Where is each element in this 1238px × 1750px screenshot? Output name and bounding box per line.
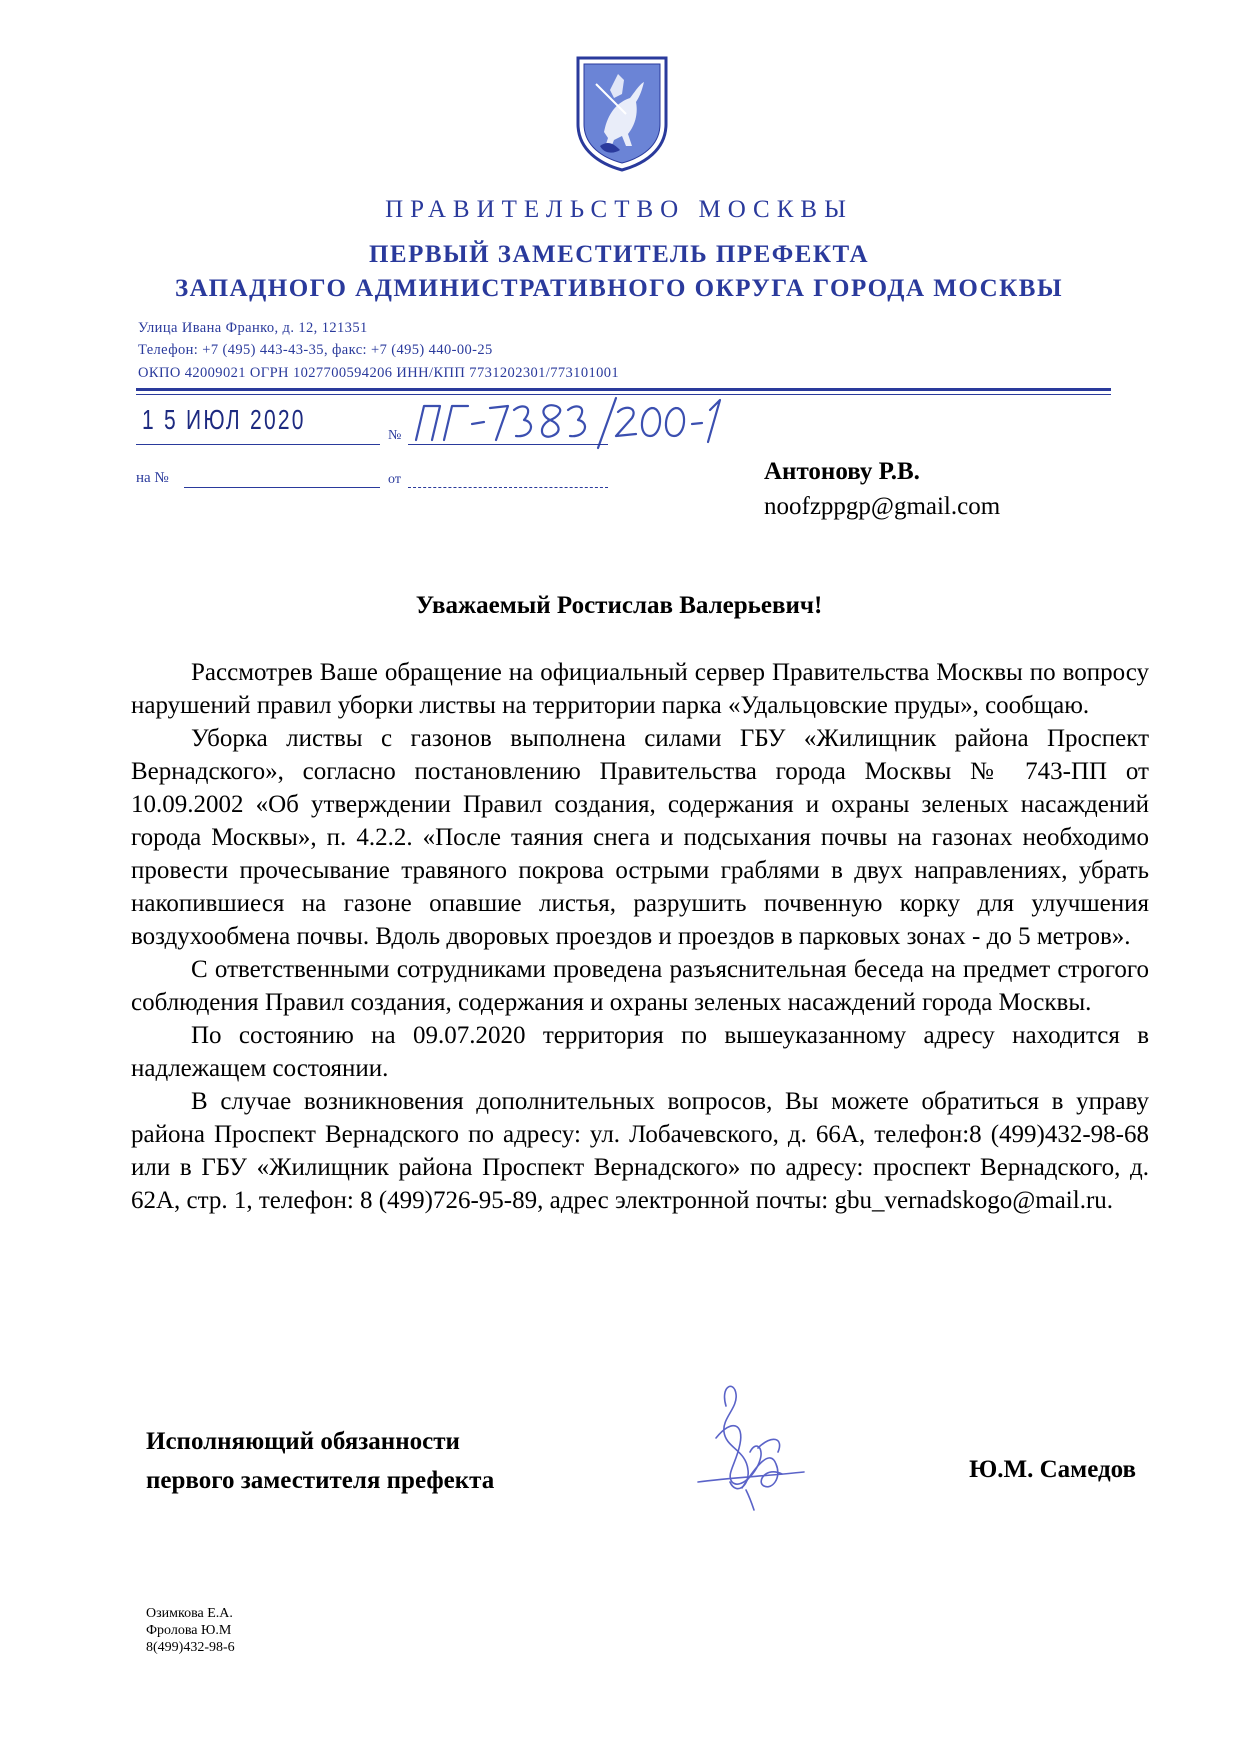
number-label: № xyxy=(388,428,402,443)
body-paragraph: Рассмотрев Ваше обращение на официальный сервер Правительства Москвы по вопросу нарушений правил уборки листвы на территории парка «Удальцовские пруды», сообщаю. xyxy=(131,659,1149,719)
reference-number-label: на № xyxy=(136,470,169,486)
handwritten-signature xyxy=(686,1378,816,1513)
date-line xyxy=(136,444,380,445)
reference-date-label: от xyxy=(388,472,401,487)
office-codes: ОКПО 42009021 ОГРН 1027700594206 ИНН/КПП 7731202301/773101001 xyxy=(138,365,620,381)
signatory-title-line2: первого заместителя префекта xyxy=(146,1467,495,1494)
number-line xyxy=(408,444,608,445)
letterhead-divider-thin xyxy=(136,394,1111,395)
office-phone: Телефон: +7 (495) 443-43-35, факс: +7 (495) 440-00-25 xyxy=(138,342,493,358)
signatory-title xyxy=(146,1422,494,1500)
recipient-name: Антонову Р.В. xyxy=(764,458,920,485)
executor-phone: 8(499)432-98-6 xyxy=(146,1640,235,1655)
body-paragraph: В случае возникновения дополнительных вопросов, Вы можете обратиться в управу района Проспект Вернадского по адресу: ул. Лобачевского, д. 66А, телефон:8 (499)432-98-68 или в ГБУ «Жилищник района Проспект Вернадского» по адресу: проспект Вернадского, д. 62А, стр. 1, телефон: 8 (499)726-95-89, адрес электронной почты: gbu_vernadskogo@mail.ru. xyxy=(131,1088,1149,1214)
body-paragraph: По состоянию на 09.07.2020 территория по вышеуказанному адресу находится в надлежащем состоянии. xyxy=(131,1022,1149,1082)
executor-name: Озимкова Е.А. xyxy=(146,1606,233,1621)
signatory-title-line1: Исполняющий обязанности xyxy=(146,1428,460,1455)
body-paragraph: Уборка листвы с газонов выполнена силами ГБУ «Жилищник района Проспект Вернадского», согласно постановлению Правительства города Москвы № 743-ПП от 10.09.2002 «Об утверждении Правил создания, содержания и охраны зеленых насаждений города Москвы», п. 4.2.2. «После таяния снега и подсыхания почвы на газонах необходимо провести прочесывание травяного покрова острыми граблями в двух направлениях, убрать накопившиеся на газоне опавшие листья, разрушить почвенную корку для улучшения воздухообмена почвы. Вдоль дворовых проездов и проездов в парковых зонах - до 5 метров». xyxy=(131,725,1149,950)
recipient-email: noofzppgp@gmail.com xyxy=(764,493,1001,520)
government-name: ПРАВИТЕЛЬСТВО МОСКВЫ xyxy=(385,196,853,223)
body-paragraph: С ответственными сотрудниками проведена разъяснительная беседа на предмет строгого соблюдения Правил создания, содержания и охраны зеленых насаждений города Москвы. xyxy=(131,956,1149,1016)
signatory-name: Ю.М. Самедов xyxy=(969,1456,1136,1483)
reference-number-line xyxy=(184,487,380,488)
greeting: Уважаемый Ростислав Валерьевич! xyxy=(415,592,823,619)
executors-block xyxy=(146,1605,235,1656)
position-title-line1: ПЕРВЫЙ ЗАМЕСТИТЕЛЬ ПРЕФЕКТА xyxy=(368,241,870,268)
moscow-coat-of-arms-icon xyxy=(574,54,670,172)
date-stamp: 1 5 ИЮЛ 2020 xyxy=(142,404,306,435)
reference-date-line xyxy=(408,487,608,488)
letterhead-divider-thick xyxy=(136,388,1111,391)
letter-body xyxy=(131,656,1149,1217)
office-address: Улица Ивана Франко, д. 12, 121351 xyxy=(138,320,368,336)
position-title-line2: ЗАПАДНОГО АДМИНИСТРАТИВНОГО ОКРУГА ГОРОДА МОСКВЫ xyxy=(174,275,1064,302)
handwritten-registration-number xyxy=(410,396,730,450)
executor-name: Фролова Ю.М xyxy=(146,1623,232,1638)
